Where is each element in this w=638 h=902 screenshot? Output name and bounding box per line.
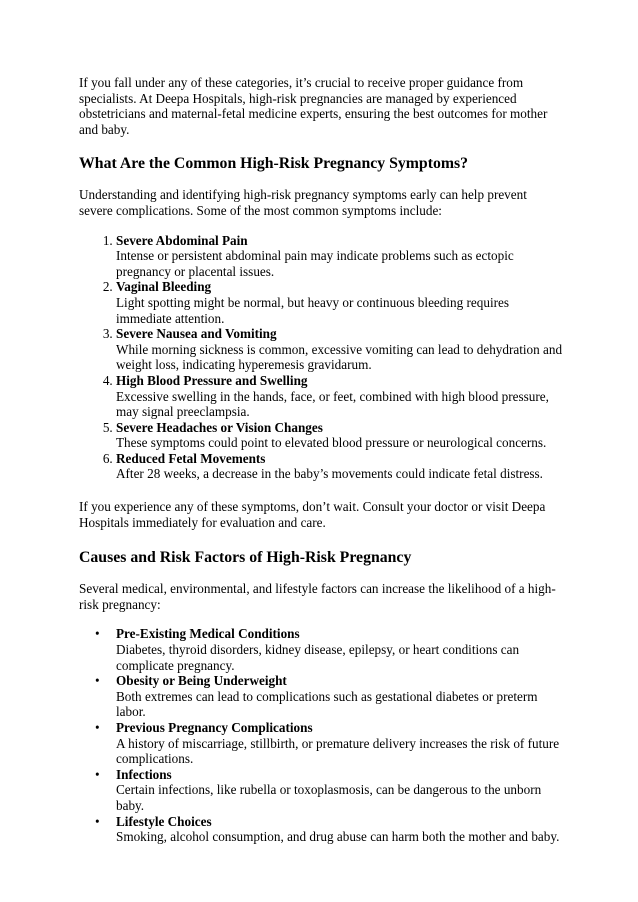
list-item xyxy=(95,766,563,814)
item-description: Intense or persistent abdominal pain may indicate problems such as ectopic pregnancy or placental issues. xyxy=(116,248,514,279)
item-description: Both extremes can lead to complications such as gestational diabetes or preterm labor. xyxy=(116,688,538,720)
item-title: 6. Reduced Fetal Movements xyxy=(116,450,266,466)
list-item xyxy=(116,279,563,326)
bullet-glyph: • xyxy=(95,720,100,735)
list-item xyxy=(116,233,563,280)
list-item xyxy=(95,813,563,845)
causes-list xyxy=(79,626,563,844)
list-item xyxy=(116,420,563,451)
item-title: Infections xyxy=(116,766,172,782)
bullet-glyph: • xyxy=(95,766,100,782)
item-title: 3. Severe Nausea and Vomiting xyxy=(116,326,277,342)
item-description: After 28 weeks, a decrease in the baby’s movements could indicate fetal distress. xyxy=(116,466,543,482)
item-title: Pre-Existing Medical Conditions xyxy=(116,626,300,642)
item-description: Diabetes, thyroid disorders, kidney disease, epilepsy, or heart conditions can complicate pregnancy. xyxy=(116,642,520,673)
list-item xyxy=(95,720,563,767)
document-page xyxy=(79,75,563,862)
item-title: 5. Severe Headaches or Vision Changes xyxy=(116,419,323,435)
symptoms-heading: What Are the Common High-Risk Pregnancy Symptoms? xyxy=(79,155,469,173)
causes-heading: Causes and Risk Factors of High-Risk Pregnancy xyxy=(79,549,412,567)
item-description: Excessive swelling in the hands, face, or feet, combined with high blood pressure, may signal preeclampsia. xyxy=(116,388,549,420)
item-description: While morning sickness is common, excessive vomiting can lead to dehydration and weight loss, indicating hyperemesis gravidarum. xyxy=(116,341,563,373)
bullet-glyph: • xyxy=(95,626,100,642)
item-description: A history of miscarriage, stillbirth, or premature delivery increases the risk of future complications. xyxy=(116,735,560,767)
symptoms-list xyxy=(79,233,563,483)
item-description: Smoking, alcohol consumption, and drug abuse can harm both the mother and baby. xyxy=(116,829,560,845)
item-title: Lifestyle Choices xyxy=(116,813,212,829)
list-item xyxy=(95,626,563,673)
intro-paragraph: If you fall under any of these categories, it’s crucial to receive proper guidance from specialists. At Deepa Hospitals, high-risk pregnancies are managed by experienced obstetricians and maternal-fetal medicine experts, ensuring the best outcomes for mother and baby. xyxy=(79,75,548,137)
item-title: Previous Pregnancy Complications xyxy=(116,720,313,735)
item-description: Certain infections, like rubella or toxoplasmosis, can be dangerous to the unborn baby. xyxy=(116,782,542,813)
item-title: 4. High Blood Pressure and Swelling xyxy=(116,372,308,388)
causes-lead: Several medical, environmental, and lifestyle factors can increase the likelihood of a high-risk pregnancy: xyxy=(79,581,556,612)
item-title: Obesity or Being Underweight xyxy=(116,673,287,689)
symptoms-lead: Understanding and identifying high-risk pregnancy symptoms early can help prevent severe complications. Some of the most common symptoms include: xyxy=(79,187,527,218)
item-description: These symptoms could point to elevated blood pressure or neurological concerns. xyxy=(116,435,547,451)
bullet-glyph: • xyxy=(95,673,100,689)
list-item xyxy=(116,451,563,482)
item-description: Light spotting might be normal, but heavy or continuous bleeding requires immediate attention. xyxy=(116,294,509,326)
item-title: 1. Severe Abdominal Pain xyxy=(116,232,248,248)
item-title: 2. Vaginal Bleeding xyxy=(116,279,212,295)
list-item xyxy=(116,373,563,420)
symptoms-closing: If you experience any of these symptoms, don’t wait. Consult your doctor or visit Deepa Hospitals immediately for evaluation and care. xyxy=(79,499,546,530)
list-item xyxy=(95,673,563,720)
list-item xyxy=(116,326,563,373)
bullet-glyph: • xyxy=(95,813,100,829)
